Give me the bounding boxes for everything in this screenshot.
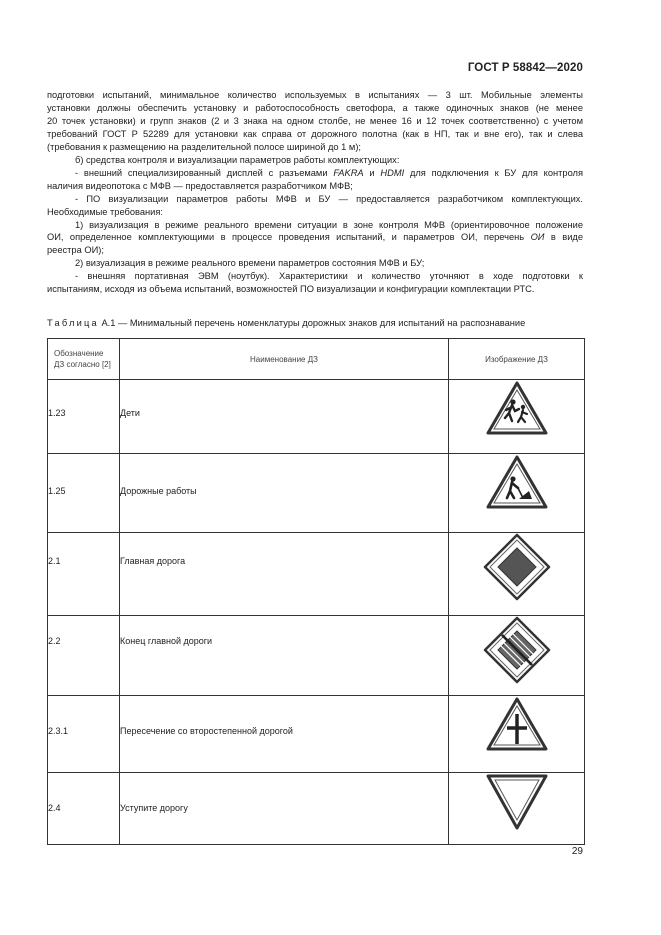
sign-cell — [449, 616, 585, 696]
paragraph-line: реестра ОИ); — [47, 245, 104, 256]
table-row — [48, 616, 585, 696]
paragraph-line: ОИ, определенное комплектующими в процессе проведения испытаний, и параметров ОИ, перечень ОИ в виде — [47, 232, 583, 243]
paragraph-line: наличия видеопотока с МФВ — предоставляется разработчиком МФВ; — [47, 180, 353, 191]
row-name: Пересечение со второстепенной дорогой — [120, 696, 449, 773]
header-name: Наименование ДЗ — [120, 339, 449, 380]
list-item-b: б) средства контроля и визуализации параметров работы комплектующих: — [75, 154, 400, 165]
paragraph-line: (требования к размещению на разделительной полосе шириной до 1 м); — [47, 141, 361, 152]
road-signs-table — [47, 338, 585, 845]
sign-cell — [449, 773, 585, 845]
children-sign-icon — [485, 380, 549, 436]
sign-cell — [449, 454, 585, 533]
table-caption: Таблица А.1 — Минимальный перечень номенклатуры дорожных знаков для испытаний на распознавание — [47, 318, 526, 328]
display-item: - внешний специализированный дисплей с разъемами FAKRA и HDMI для подключения к БУ для контроля — [75, 167, 583, 178]
row-name: Дети — [120, 380, 449, 454]
paragraph-line: 20 точек установки) и групп знаков (2 и 3 знака на одном столбе, не менее 16 и 12 точек соответственно) с учетом — [47, 115, 583, 126]
row-code: 2.4 — [48, 773, 120, 845]
software-item: - ПО визуализации параметров работы МФВ и БУ — предоставляется разработчиком комплектующих. — [75, 193, 583, 204]
row-name: Дорожные работы — [120, 454, 449, 533]
row-code: 2.3.1 — [48, 696, 120, 773]
laptop-item: - внешняя портативная ЭВМ (ноутбук). Характеристики и количество уточняют в ходе подготовки к — [75, 271, 583, 282]
row-name: Главная дорога — [120, 533, 449, 616]
table-row — [48, 380, 585, 454]
paragraph-line: Необходимые требования: — [47, 206, 163, 217]
table-row — [48, 533, 585, 616]
paragraph-line: подготовки испытаний, минимальное количество используемых в испытаниях — 3 шт. Мобильные элементы — [47, 90, 583, 100]
body-text — [47, 89, 583, 296]
paragraph-line: испытаниям, исходя из объема испытаний, возможностей ПО визуализации и конфигурации комплектации РТС. — [47, 284, 535, 295]
header-code: Обозначение ДЗ согласно [2] — [48, 339, 120, 380]
intersection-sign-icon — [485, 696, 549, 752]
table-header-row — [48, 339, 585, 380]
end-main-road-sign-icon — [483, 616, 551, 684]
paragraph-line: требований ГОСТ Р 52289 для установки как справа от дорожного полотна (как в НП, так и вне его), так и слева — [47, 128, 583, 139]
table-row — [48, 454, 585, 533]
sign-cell — [449, 380, 585, 454]
requirement-2: 2) визуализация в режиме реального времени параметров состояния МФВ и БУ; — [75, 258, 425, 269]
requirement-1: 1) визуализация в режиме реального времени ситуации в зоне контроля МФВ (ориентировочное положение — [75, 219, 583, 230]
row-code: 2.1 — [48, 533, 120, 616]
document-header: ГОСТ Р 58842—2020 — [467, 62, 583, 74]
header-image: Изображение ДЗ — [449, 339, 585, 380]
sign-cell — [449, 696, 585, 773]
give-way-sign-icon — [485, 773, 549, 831]
table-row — [48, 773, 585, 845]
table-row — [48, 696, 585, 773]
row-code: 1.25 — [48, 454, 120, 533]
row-code: 1.23 — [48, 380, 120, 454]
page-number: 29 — [571, 846, 583, 857]
road-works-sign-icon — [485, 454, 549, 510]
main-road-sign-icon — [483, 533, 551, 601]
sign-cell — [449, 533, 585, 616]
row-code: 2.2 — [48, 616, 120, 696]
paragraph-line: установки должны обеспечить установку и работоспособность светофора, а также одиночных знаков (не менее — [47, 102, 583, 113]
row-name: Уступите дорогу — [120, 773, 449, 845]
row-name: Конец главной дороги — [120, 616, 449, 696]
